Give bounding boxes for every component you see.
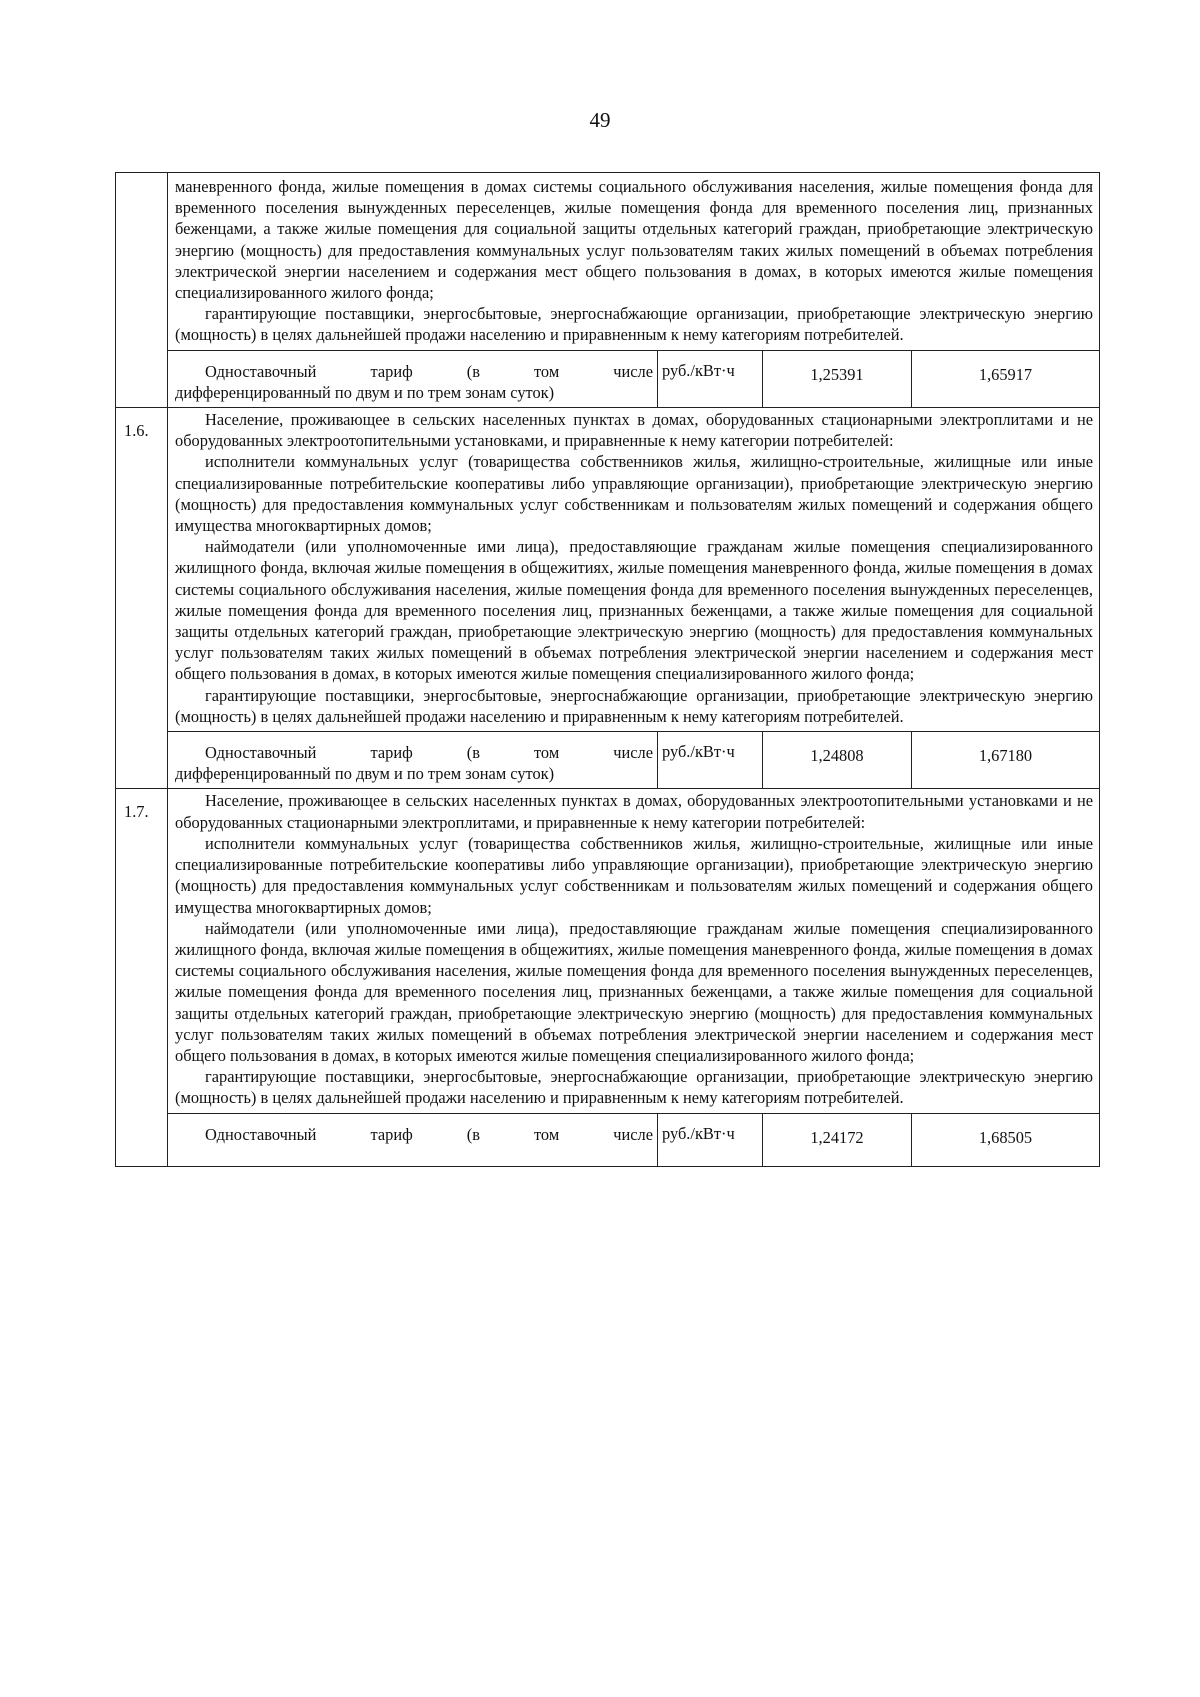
tariff-name-word: Одноставочный [205,743,317,763]
tariff-name-word: (в [466,1124,480,1144]
section-number [116,173,168,408]
tariff-name-word: (в [466,743,480,763]
tariff-name-word: (в [466,361,480,381]
section-number: 1.7. [116,789,168,1166]
section-row [116,789,1100,1166]
tariff-unit: руб./кВт·ч [658,351,763,407]
tariff-name-line2: дифференцированный по двум и по трем зонам суток) [175,382,555,402]
section-text [168,789,1099,1113]
section-paragraph: гарантирующие поставщики, энергосбытовые, энергоснабжающие организации, приобретающие электрическую энергию (мощность) в целях дальнейшей продажи населению и приравненным к нему категориям потребителей. [175,304,1093,345]
section-row [116,408,1100,789]
tariff-name-word: числе [613,361,653,381]
tariff-name [168,732,658,788]
tariff-name-word: том [533,1124,560,1144]
section-text [168,408,1099,732]
tariff-name-line2: дифференцированный по двум и по трем зонам суток) [175,764,555,784]
tariff-name-line1 [175,742,653,763]
tariff-name-word: тариф [370,1124,413,1144]
tariff-name [168,1114,658,1166]
section-paragraph: наймодатели (или уполномоченные ими лица), предоставляющие гражданам жилые помещения специализированного жилищного фонда, включая жилые помещения в общежитиях, жилые помещения маневренного фонда, жилые помещения в домах системы социального обслуживания населения, жилые помещения фонда для временного поселения вынужденных переселенцев, жилые помещения фонда для временного поселения лиц, признанных беженцами, а также жилые помещения для социальной защиты отдельных категорий граждан, приобретающие электрическую энергию (мощность) для предоставления коммунальных услуг пользователям таких жилых помещений в объемах потребления электрической энергии населением и содержания мест общего пользования в домах, в которых имеются жилые помещения специализированного жилого фонда; [175,537,1093,684]
page-number: 49 [589,108,611,132]
tariff-name-word: числе [613,1124,653,1144]
tariff-value-1: 1,24808 [763,732,912,788]
tariff-row [168,1114,1099,1166]
section-paragraph: Население, проживающее в сельских населенных пунктах в домах, оборудованных стационарными электроплитами и не оборудованных электроотопительными установками, и приравненные к нему категории потребителей: [175,410,1093,451]
tariff-value-1: 1,25391 [763,351,912,407]
section-text [168,173,1099,351]
tariff-table [115,172,1100,1167]
section-paragraph: Население, проживающее в сельских населенных пунктах в домах, оборудованных электроотопительными установками и не оборудованных стационарными электроплитами, и приравненные к нему категории потребителей: [175,791,1093,832]
section-body [168,173,1100,408]
tariff-value-2: 1,68505 [978,1127,1033,1147]
section-paragraph: гарантирующие поставщики, энергосбытовые, энергоснабжающие организации, приобретающие электрическую энергию (мощность) в целях дальнейшей продажи населению и приравненным к нему категориям потребителей. [175,685,1093,726]
tariff-name-word: Одноставочный [205,1124,317,1144]
tariff-row [168,732,1099,788]
tariff-name-word: том [533,743,560,763]
tariff-name-line1 [175,1124,653,1145]
tariff-name-word: Одноставочный [205,361,317,381]
tariff-name-word: том [533,361,560,381]
tariff-value-2: 1,67180 [978,746,1033,766]
section-body [168,789,1100,1166]
tariff-row [168,351,1099,407]
section-body [168,408,1100,789]
tariff-unit: руб./кВт·ч [658,732,763,788]
section-paragraph: наймодатели (или уполномоченные ими лица), предоставляющие гражданам жилые помещения специализированного жилищного фонда, включая жилые помещения в общежитиях, жилые помещения маневренного фонда, жилые помещения в домах системы социального обслуживания населения, жилые помещения фонда для временного поселения вынужденных переселенцев, жилые помещения фонда для временного поселения лиц, признанных беженцами, а также жилые помещения для социальной защиты отдельных категорий граждан, приобретающие электрическую энергию (мощность) для предоставления коммунальных услуг пользователям таких жилых помещений в объемах потребления электрической энергии населением и содержания мест общего пользования в домах, в которых имеются жилые помещения специализированного жилого фонда; [175,918,1093,1065]
tariff-name-line1 [175,361,653,382]
section-row [116,173,1100,408]
section-paragraph: маневренного фонда, жилые помещения в домах системы социального обслуживания населения, жилые помещения фонда для временного поселения вынужденных переселенцев, жилые помещения фонда для временного поселения лиц, признанных беженцами, а также жилые помещения для социальной защиты отдельных категорий граждан, приобретающие электрическую энергию (мощность) для предоставления коммунальных услуг пользователям таких жилых помещений в объемах потребления электрической энергии населением и содержания мест общего пользования в домах, в которых имеются жилые помещения специализированного жилого фонда; [175,177,1093,303]
tariff-name [168,351,658,407]
tariff-name-word: тариф [370,743,413,763]
tariff-name-word: тариф [370,361,413,381]
section-paragraph: гарантирующие поставщики, энергосбытовые, энергоснабжающие организации, приобретающие электрическую энергию (мощность) в целях дальнейшей продажи населению и приравненным к нему категориям потребителей. [175,1067,1093,1108]
tariff-value-1: 1,24172 [763,1114,912,1166]
section-paragraph: исполнители коммунальных услуг (товарищества собственников жилья, жилищно-строительные, жилищные или иные специализированные потребительские кооперативы либо управляющие организации), приобретающие электрическую энергию (мощность) для предоставления коммунальных услуг собственникам и пользователям жилых помещений и содержания общего имущества многоквартирных домов; [175,833,1093,917]
section-paragraph: исполнители коммунальных услуг (товарищества собственников жилья, жилищно-строительные, жилищные или иные специализированные потребительские кооперативы либо управляющие организации), приобретающие электрическую энергию (мощность) для предоставления коммунальных услуг собственникам и пользователям жилых помещений и содержания общего имущества многоквартирных домов; [175,452,1093,536]
tariff-value-2: 1,65917 [978,364,1033,384]
tariff-name-word: числе [613,743,653,763]
tariff-unit: руб./кВт·ч [658,1114,763,1166]
section-number: 1.6. [116,408,168,789]
